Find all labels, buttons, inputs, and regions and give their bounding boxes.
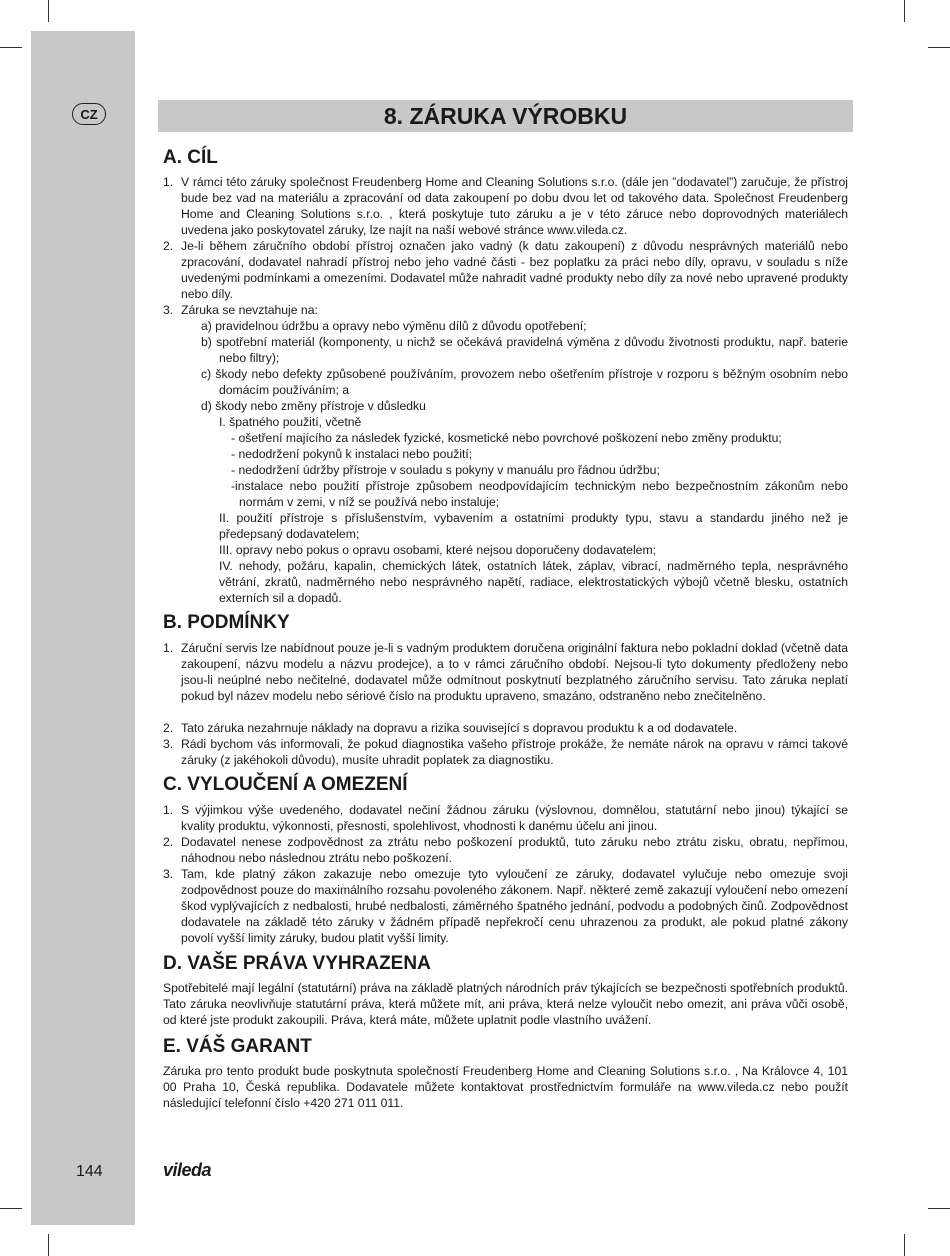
list-item (163, 736, 848, 768)
crop-mark (928, 47, 950, 48)
sub-item-d-i-4: -instalace nebo použití přístroje způsobem neodpovídajícím technickým nebo bezpečnostním zákonům nebo normám v zemi, v níž se používá nebo instaluje; (231, 479, 848, 509)
section-heading-b: B. PODMÍNKY (163, 612, 290, 633)
list-text: Dodavatel nenese zodpovědnost za ztrátu nebo poškození produktů, tuto záruku nebo ztrátu zisku, obratu, nepřímou, náhodnou nebo následnou ztrátu nebo poškození. (181, 835, 848, 865)
sub-item-d-i-1: - ošetření majícího za následek fyzické, kosmetické nebo povrchové poškození nebo změny produktu; (231, 431, 782, 445)
sub-item-a: a) pravidelnou údržbu a opravy nebo výměnu dílů z důvodu opotřebení; (201, 319, 587, 333)
sub-item-b: b) spotřební materiál (komponenty, u nichž se očekává pravidelná výměna z důvodu životnosti produktu, např. baterie nebo filtry); (201, 335, 848, 365)
section-heading-c: C. VYLOUČENÍ A OMEZENÍ (163, 774, 408, 795)
list-number: 3. (163, 867, 174, 881)
sub-item-d-i-2: - nedodržení pokynů k instalaci nebo použití; (231, 447, 473, 461)
page-title: 8. ZÁRUKA VÝROBKU (158, 100, 853, 132)
sub-item-d-iii: III. opravy nebo pokus o opravu osobami, které nejsou doporučeny dodavatelem; (219, 543, 656, 557)
section-d-text: Spotřebitelé mají legální (statutární) práva na základě platných národních práv týkajících se bezpečnosti spotřebních produktů. Tato záruka neovlivňuje statutární práva, která můžete mít, ani práva, která nelze vyloučit nebo omezit, ani práva vůči osobě, od které jste produkt zakoupili. Práva, která máte, můžete uplatnit podle vlastního uvážení. (163, 981, 848, 1027)
page-sidebar (31, 31, 135, 1225)
crop-mark (904, 0, 905, 22)
list-item (163, 802, 848, 834)
list-number: 3. (163, 737, 174, 751)
list-number: 1. (163, 803, 174, 817)
list-number: 2. (163, 835, 174, 849)
list-text: Tato záruka nezahrnuje náklady na dopravu a rizika související s dopravou produktu k a od dodavatele. (181, 721, 738, 735)
list-text: Je-li během záručního období přístroj označen jako vadný (k datu zakoupení) z důvodu nesprávných materiálů nebo zpracování, dodavatel nahradí přístroj nebo jeho vadné části - bez poplatku za práci nebo díly, opravu, v souladu s níže uvedenými podmínkami a omezeními. Dodavatel může nahradit vadné produkty nebo díly za nové nebo upravené produkty nebo díly. (181, 239, 848, 301)
list-text: Záruční servis lze nabídnout pouze je-li s vadným produktem doručena originální faktura nebo pokladní doklad (včetně data zakoupení, názvu modelu a názvu prodejce), a to v rámci záručního období. Nejsou-li tyto dokumenty předloženy nebo jsou-li neúplné nebo nečitelné, dodavatel může odmítnout poskytnutí bezplatného záručního servisu. Tato záruka neplatí pokud byl název modelu nebo sériové číslo na produktu upraveno, smazáno, odstraněno nebo znečitelněno. (181, 641, 848, 703)
crop-mark (0, 1208, 22, 1209)
list-number: 2. (163, 721, 174, 735)
page-number: 144 (76, 1163, 103, 1180)
list-number: 2. (163, 239, 174, 253)
list-item (163, 640, 848, 704)
crop-mark (48, 0, 49, 22)
sub-item-d-iv: IV. nehody, požáru, kapalin, chemických látek, ostatních látek, záplav, vibrací, nadměrného tepla, nesprávného větrání, zkratů, nadměrného nebo nesprávného napětí, radiace, elektrostatických výbojů včetně blesku, ostatních externích sil a dopadů. (219, 559, 848, 605)
sub-item-d: d) škody nebo změny přístroje v důsledku (201, 399, 426, 413)
section-e-text: Záruka pro tento produkt bude poskytnuta společností Freudenberg Home and Cleaning Solutions s.r.o. , Na Královce 4, 101 00 Praha 10, Česká republika. Dodavatele můžete kontaktovat prostřednictvím formuláře na www.vileda.cz nebo použít následující telefonní číslo +420 271 011 011. (163, 1064, 848, 1110)
crop-mark (904, 1234, 905, 1256)
list-text: Tam, kde platný zákon zakazuje nebo omezuje tyto vyloučení ze záruky, dodavatel vylučuje nebo omezuje svoji zodpovědnost pouze do maximálního rozsahu povoleného zákonem. Např. některé země zakazují vyloučení nebo omezení škod vyplývajících z nedbalosti, hrubé nedbalosti, záměrného špatného jednání, podvodu a podobných činů. Zodpovědnost dodavatele na základě této záruky v žádném případě nepřekročí cenu uhrazenou za produkt, ale pokud platné zákony povolí vyšší limity záruky, budou platit vyšší limity. (181, 867, 848, 945)
list-text: S výjimkou výše uvedeného, dodavatel nečiní žádnou záruku (výslovnou, domnělou, statutární nebo jinou) týkající se kvality produktu, výkonnosti, přesnosti, spolehlivost, vhodnosti k danému účelu ani jinou. (181, 803, 848, 833)
language-badge: CZ (72, 103, 106, 125)
section-heading-e: E. VÁŠ GARANT (163, 1036, 312, 1057)
sub-item-c: c) škody nebo defekty způsobené používáním, provozem nebo ošetřením přístroje v rozporu s běžným osobním nebo domácím používáním; a (201, 367, 848, 397)
list-item (163, 174, 848, 238)
crop-mark (0, 47, 22, 48)
crop-mark (48, 1234, 49, 1256)
list-number: 3. (163, 303, 174, 317)
sub-item-d-i: I. špatného použití, včetně (219, 415, 362, 429)
section-heading-d: D. VAŠE PRÁVA VYHRAZENA (163, 953, 431, 974)
list-text: Rádi bychom vás informovali, že pokud diagnostika vašeho přístroje prokáže, že nemáte nárok na opravu v rámci takové záruky (z jakéhokoli důvodu), musíte uhradit poplatek za diagnostiku. (181, 737, 848, 767)
list-item (163, 866, 848, 946)
sub-item-d-ii: II. použití přístroje s příslušenstvím, vybavením a ostatními produkty typu, stavu a standardu jiného než je předepsaný dodavatelem; (219, 511, 848, 541)
list-item (163, 302, 848, 318)
list-item (163, 834, 848, 866)
section-heading-a: A. CÍL (163, 147, 218, 168)
sub-item-d-i-3: - nedodržení údržby přístroje v souladu s pokyny v manuálu pro řádnou údržbu; (231, 463, 660, 477)
crop-mark (928, 1208, 950, 1209)
list-text: Záruka se nevztahuje na: (181, 303, 318, 317)
list-number: 1. (163, 175, 174, 189)
list-item (163, 238, 848, 302)
list-number: 1. (163, 641, 174, 655)
list-text: V rámci této záruky společnost Freudenberg Home and Cleaning Solutions s.r.o. (dále jen ”dodavatel”) zaručuje, že přístroj bude bez vad na materiálu a zpracování od data zakoupení po dobu dvou let od takového data. Společnost Freudenberg Home and Cleaning Solutions s.r.o. , která poskytuje tuto záruku a je v této záruce nebo doprovodných materiálech uvedena jako poskytovatel záruky, lze najít na naší webové stránce www.vileda.cz. (181, 175, 848, 237)
list-item (163, 720, 848, 736)
brand-logo: vileda (163, 1160, 212, 1180)
